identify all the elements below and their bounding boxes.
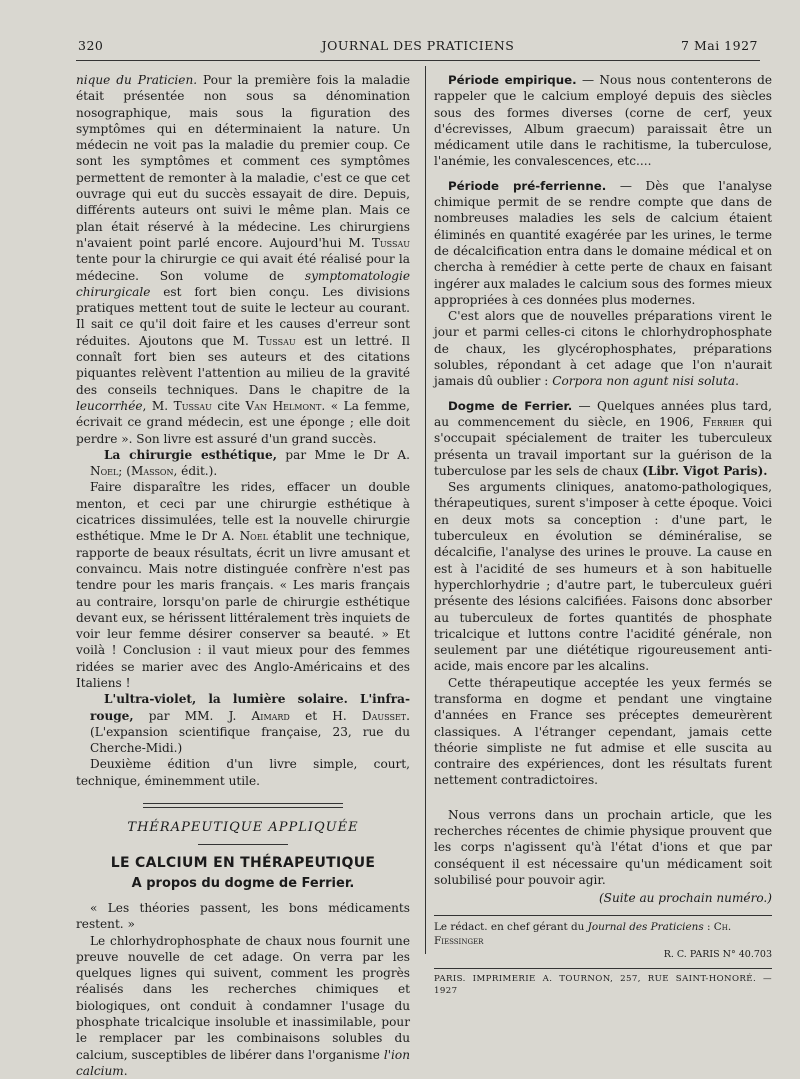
article-title: LE CALCIUM EN THÉRAPEUTIQUE xyxy=(110,855,376,872)
ion-calcium: l'ion calcium xyxy=(76,1047,410,1078)
intro-paragraph: nique du Praticien. Pour la première fois la maladie était présentée non sous sa dénomination nosographique, mais sous la figuration des symptômes qui en déterminaient la nature. Un médecin ne voit pas la maladie du premier coup. Ce sont les symptômes et comment ces symptômes permettent de remonter à la maladie, c'est ce que cet ouvrage qui eut du succès essayait de dire. Depuis, différents auteurs ont suivi le même plan. Mais ce plan était réservé à la médecine. Les chirurgiens n'avaient point parlé encore. Aujourd'hui M. Tussau tente pour la chirurgie ce qui avait été réalisé pour la médecine. Son volume de symptomatologie chirurgicale est fort bien conçu. Les divisions pratiques mettent tout de suite le lecteur au courant. Il sait ce qu'il doit faire et les causes d'erreur sont réduites. Ajoutons que M. Tussau est un lettré. Il connaît fort bien ses auteurs et des citations piquantes relèvent l'attention au milieu de la gravité des conseils techniques. Dans le chapitre de la leucorrhée, M. Tussau cite Van Helmont. « La femme, écrivait ce grand médecin, est une éponge ; elle doit perdre ». Son livre est assuré d'un grand succès. xyxy=(76,73,411,446)
book-title: La chirurgie esthétique, xyxy=(104,447,277,462)
author-name: Tussau xyxy=(257,333,296,348)
chapter-reference: leucorrhée xyxy=(76,398,143,413)
book-title: L'ultra-violet, la lumière solaire. L'infra-rouge, xyxy=(90,692,410,723)
book-author: Noel xyxy=(90,464,119,479)
book-review-paragraph: Faire disparaître les rides, effacer un double menton, et ceci par une chirurgie esthétique à cicatrices dissimulées, telle est la nouvelle chirurgie esthétique. Mme le Dr A. Noel établit une technique, rapporte de beaux résultats, écrit un livre amusant et convaincu. Mais notre distinguée confrère n'est pas tendre pour les maris français. « Les maris français au contraire, lorsqu'on parle de chirurgie esthétique devant eux, se hérissent littéralement très inquiets de voir leur femme désirer conserver sa beauté. » Et voilà ! Conclusion : il vaut mieux pour des femmes ridées se marier avec des Anglo-Américains et des Italiens ! xyxy=(76,480,410,690)
epigraph: « Les théories passent, les bons médicaments restent. » xyxy=(76,900,410,932)
paragraph-preparations: C'est alors que de nouvelles préparations virent le jour et parmi celles-ci citons le chlorhydrophosphate de chaux, les glycérophosphates, préparations solubles, répondant à cet adage que l'on n'aurait jamais dû oublier : Corpora non agunt nisi soluta. xyxy=(434,309,772,389)
publisher-reference: (Libr. Vigot Paris). xyxy=(642,463,768,478)
cited-name: Van Helmont xyxy=(245,398,322,413)
page-number: 320 xyxy=(78,38,104,53)
editor-credit: Le rédact. en chef gérant du Journal des Praticiens : Ch. Fiessinger xyxy=(434,920,732,947)
printer-line: PARIS. IMPRIMERIE A. TOURNON, 257, RUE SAINT-HONORÉ. — 1927 xyxy=(434,973,772,996)
short-divider xyxy=(198,844,288,845)
paragraph-heading: Période empirique. xyxy=(448,73,577,87)
cited-name: Ferrier xyxy=(702,414,744,429)
right-column xyxy=(434,72,772,997)
book-review-heading: La chirurgie esthétique, par Mme le Dr A. Noel; (Masson, édit.). xyxy=(90,447,411,479)
paragraph-periode-empirique: Période empirique. — Nous nous contenterons de rappeler que le calcium employé depuis des siècles sous des formes diverses (corne de cerf, yeux d'écrevisses, Album graecum) paraissait être un médicament utile dans le rachitisme, la tuberculose, l'anémie, les convalescences, etc.... xyxy=(434,73,772,169)
author-name: Tussau xyxy=(173,398,212,413)
paragraph-heading: Dogme de Ferrier. xyxy=(448,398,573,413)
book-author: Dausset xyxy=(361,708,407,723)
book-reference: symptomatologie chirurgicale xyxy=(76,268,410,299)
footer-rule xyxy=(434,915,772,916)
paragraph-therapeutique: Cette thérapeutique acceptée les yeux fermés se transforma en dogme et pendant une vingtaine d'années en France ses préceptes demeurèrent classiques. A l'étranger cependant, jamais cette théorie simpliste ne fut admise et elle suscita au contraire des expériences, dont les résultats furent nettement contradictoires. xyxy=(434,675,772,788)
book-review-paragraph: Deuxième édition d'un livre simple, court, technique, éminemment utile. xyxy=(76,757,410,788)
editor-name: Ch. Fiessinger xyxy=(434,920,732,947)
book-review-heading: L'ultra-violet, la lumière solaire. L'infra-rouge, par MM. J. Aimard et H. Dausset. (L'expansion scientifique française, 23, rue du Cherche-Midi.) xyxy=(90,692,410,756)
issue-date: 7 Mai 1927 xyxy=(681,38,758,53)
author-name: Tussau xyxy=(371,235,410,250)
footer-rule-2 xyxy=(434,968,772,969)
book-author: Aimard xyxy=(251,708,290,723)
journal-title: JOURNAL DES PRATICIENS xyxy=(321,38,515,53)
paragraph-prochain-article: Nous verrons dans un prochain article, que les recherches récentes de chimie physique prouvent que les corps n'agissent qu'à l'état d'ions et que par conséquent il est nécessaire qu'un médicament soit solubilisé pour pouvoir agir. xyxy=(434,807,772,887)
paragraph-periode-pre-ferrienne: Période pré-ferrienne. — Dès que l'analyse chimique permit de se rendre compte que dans de nombreuses maladies les sels de calcium étaient éliminés en quantité exagérée par les urines, le terme de décalcification entra dans le domaine médical et on chercha à remédier à cette perte de chaux en faisant ingérer aux malades le calcium sous des formes mieux appropriées à ces données plus modernes. xyxy=(434,178,772,307)
header-rule xyxy=(76,60,760,61)
book-author: Noel xyxy=(239,529,268,544)
registry-number: R. C. PARIS N° 40.703 xyxy=(663,948,772,960)
left-column xyxy=(76,72,410,1079)
article-paragraph: Le chlorhydrophosphate de chaux nous fournit une preuve nouvelle de cet adage. On verra par les quelques lignes qui suivent, comment les progrès réalisés dans les recherches chimiques et biologiques, ont conduit à condamner l'usage du phosphate tricalcique insoluble et inassimilable, pour le remplacer par les combinaisons solubles du calcium, susceptibles de libérer dans l'organisme l'ion calcium. xyxy=(76,933,410,1078)
paragraph-arguments: Ses arguments cliniques, anatomo-pathologiques, thérapeutiques, surent s'imposer à cette époque. Voici en deux mots sa conception : d'une part, le tuberculeux en évolution se déminéralise, se décalcifie, l'analyse des urines le prouve. La cause en est à l'acidité de ses humeurs et à son habituelle hyperchlorhydrie ; d'autre part, le tuberculeux guéri présente des lésions calcifiées. Faisons donc absorber au tuberculeux de fortes quantités de phosphate tricalcique et luttons contre l'acidité générale, non seulement par une diététique rigoureusement anti-acide, mais encore par les alcalins. xyxy=(434,480,772,674)
page-header xyxy=(78,38,758,56)
continued-note: (Suite au prochain numéro.) xyxy=(598,891,772,906)
column-divider xyxy=(425,66,426,954)
book-publisher: Masson xyxy=(130,464,174,479)
latin-adage: Corpora non agunt nisi soluta xyxy=(552,374,736,389)
paragraph-heading: Période pré-ferrienne. xyxy=(448,178,607,193)
journal-name: Journal des Praticiens xyxy=(587,920,704,933)
section-heading: THÉRAPEUTIQUE APPLIQUÉE xyxy=(127,820,359,836)
paragraph-dogme-de-ferrier: Dogme de Ferrier. — Quelques années plus tard, au commencement du siècle, en 1906, Ferrier qui s'occupait spécialement de traiter les tuberculeux présenta un travail important sur la guérison de la tuberculose par les sels de chaux (Libr. Vigot Paris). xyxy=(434,398,772,478)
section-divider xyxy=(143,803,343,808)
article-subtitle: A propos du dogme de Ferrier. xyxy=(131,875,355,891)
intro-start: nique du Praticien. xyxy=(76,73,198,87)
